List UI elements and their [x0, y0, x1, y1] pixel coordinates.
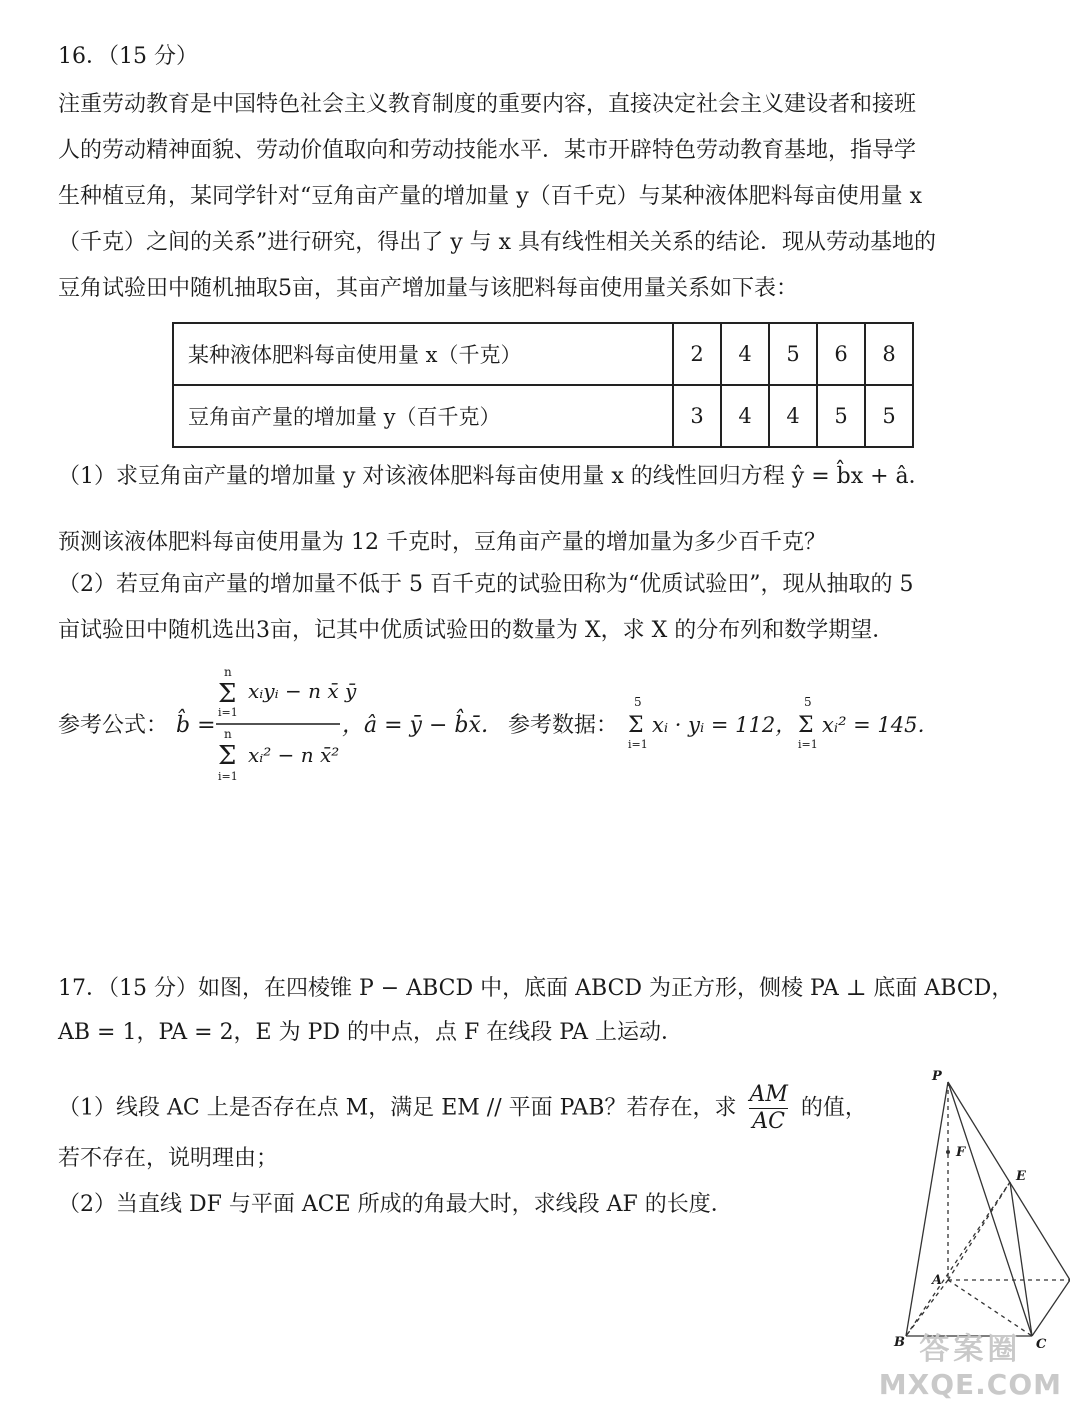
den-sum-top: n [224, 727, 232, 741]
label-b: B [894, 1335, 905, 1350]
num-sigma: Σ [218, 679, 237, 709]
num-sum-top: n [224, 666, 232, 679]
table-cell: 8 [865, 323, 913, 385]
table-row [173, 385, 913, 447]
table-cell: 5 [769, 323, 817, 385]
watermark-site: MXQE.COM [878, 1368, 1062, 1401]
sum2-sigma: Σ [798, 713, 814, 738]
q16-part1-prediction: 预测该液体肥料每亩使用量为 12 千克时，豆角亩产量的增加量为多少百千克？ [58, 530, 826, 555]
q16-part2-line-1: （2）若豆角亩产量的增加量不低于 5 百千克的试验田称为“优质试验田”，现从抽取的 5 [58, 572, 914, 597]
edge-ec [1010, 1182, 1032, 1336]
a-hat-formula: ，â = ȳ − b̂x̄． [342, 713, 503, 738]
q17-line-2: AB = 1，PA = 2，E 为 PD 的中点，点 F 在线段 PA 上运动． [58, 1020, 683, 1045]
pyramid-figure [880, 1060, 1070, 1360]
b-hat: b̂ = [176, 713, 216, 738]
q16-para-line-4: （千克）之间的关系”进行研究，得出了 y 与 x 具有线性相关关系的结论．现从劳动基地的 [58, 230, 937, 255]
q16-header: 16．（15 分） [58, 44, 198, 69]
fraction-numerator: AM [749, 1082, 788, 1107]
ref-data-label: 参考数据： [508, 713, 619, 738]
table-row [173, 323, 913, 385]
sum1-top: 5 [634, 695, 642, 709]
sum1-bottom: i=1 [628, 738, 648, 751]
label-c: C [1036, 1337, 1047, 1352]
den-sum-bottom: i=1 [218, 770, 238, 783]
q16-part2-line-2: 亩试验田中随机选出3亩，记其中优质试验田的数量为 X，求 X 的分布列和数学期望． [58, 618, 895, 643]
edge-pc [948, 1082, 1032, 1336]
watermark [879, 1324, 1062, 1401]
sum1-expression: xᵢ · yᵢ = 112， [652, 713, 797, 737]
table-cell: 2 [673, 323, 721, 385]
num-expression: xᵢyᵢ − n x̄ ȳ [248, 679, 357, 703]
q17-part1-text-end: 的值， [800, 1095, 867, 1121]
q17-line-1: 17．（15 分）如图，在四棱锥 P − ABCD 中，底面 ABCD 为正方形，侧棱 PA ⊥ 底面 ABCD， [58, 976, 1014, 1001]
watermark-logo: 答案圈 [919, 1332, 1022, 1367]
sum2-top: 5 [804, 695, 812, 709]
sum2-bottom: i=1 [798, 738, 818, 751]
ref-formula-label: 参考公式： [58, 713, 169, 738]
label-f: F [956, 1145, 966, 1160]
table-cell: 4 [769, 385, 817, 447]
q16-para-line-2: 人的劳动精神面貌、劳动价值取向和劳动技能水平．某市开辟特色劳动教育基地，指导学 [58, 138, 917, 163]
table-row-label-x: 某种液体肥料每亩使用量 x（千克） [173, 323, 673, 385]
q17-part1-line-2: 若不存在，说明理由； [58, 1146, 279, 1171]
label-p: P [932, 1069, 942, 1084]
table-cell: 5 [865, 385, 913, 447]
edge-pb [906, 1082, 948, 1336]
table-cell: 6 [817, 323, 865, 385]
q16-part1: （1）求豆角亩产量的增加量 y 对该液体肥料每亩使用量 x 的线性回归方程 ŷ = b̂x + â． [58, 464, 931, 489]
table-cell: 3 [673, 385, 721, 447]
label-a: A [932, 1273, 943, 1288]
reference-formula [58, 666, 958, 796]
q16-para-line-5: 豆角试验田中随机抽取5亩，其亩产增加量与该肥料每亩使用量关系如下表： [58, 276, 798, 301]
q16-para-line-3: 生种植豆角，某同学针对“豆角亩产量的增加量 y（百千克）与某种液体肥料每亩使用量 x [58, 184, 923, 209]
fraction-denominator: AC [752, 1109, 786, 1134]
den-expression: xᵢ² − n x̄² [248, 743, 340, 767]
data-table [172, 322, 914, 448]
q17-part1-line-1 [58, 1082, 867, 1135]
table-cell: 4 [721, 385, 769, 447]
sum1-sigma: Σ [628, 713, 644, 738]
table-row-label-y: 豆角亩产量的增加量 y（百千克） [173, 385, 673, 447]
am-ac-fraction [749, 1082, 787, 1135]
point-f [946, 1150, 950, 1154]
sum2-expression: xᵢ² = 145． [822, 713, 939, 737]
den-sigma: Σ [218, 741, 237, 771]
table-cell: 5 [817, 385, 865, 447]
num-sum-bottom: i=1 [218, 706, 238, 719]
q17-part1-text: （1）线段 AC 上是否存在点 M，满足 EM // 平面 PAB？若存在，求 [58, 1095, 737, 1121]
label-e: E [1016, 1169, 1026, 1184]
table-cell: 4 [721, 323, 769, 385]
edge-be [906, 1182, 1010, 1336]
q17-part2: （2）当直线 DF 与平面 ACE 所成的角最大时，求线段 AF 的长度． [58, 1192, 733, 1217]
q16-para-line-1: 注重劳动教育是中国特色社会主义教育制度的重要内容，直接决定社会主义建设者和接班 [58, 92, 917, 117]
